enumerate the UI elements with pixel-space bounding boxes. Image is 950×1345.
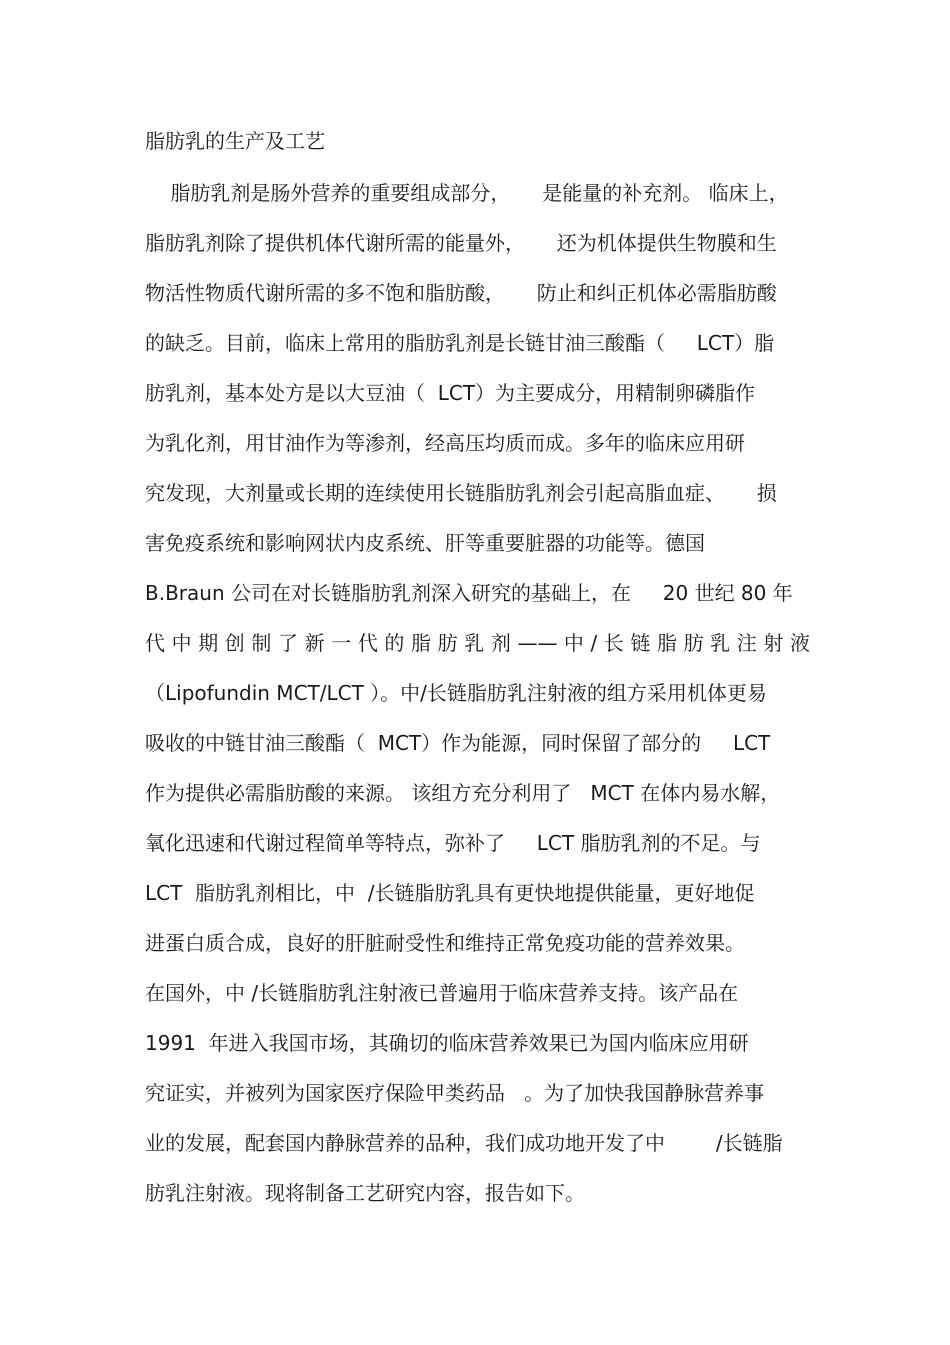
- body-paragraph: [145, 178, 810, 1228]
- text-line: 氧化迅速和代谢过程简单等特点，弥补了 LCT 脂肪乳剂的不足。与: [145, 831, 761, 855]
- text-line: 的缺乏。目前，临床上常用的脂肪乳剂是长链甘油三酸酯（ LCT）脂: [145, 331, 775, 355]
- document-title: 脂肪乳的生产及工艺: [145, 129, 325, 153]
- text-line: 为乳化剂，用甘油作为等渗剂，经高压均质而成。多年的临床应用研: [145, 431, 745, 455]
- text-line: 物活性物质代谢所需的多不饱和脂肪酸， 防止和纠正机体必需脂肪酸: [145, 281, 777, 305]
- text-line: 在国外，中 /长链脂肪乳注射液已普遍用于临床营养支持。该产品在: [145, 981, 739, 1005]
- text-line: 业的发展，配套国内静脉营养的品种，我们成功地开发了中 /长链脂: [145, 1131, 783, 1155]
- text-line: LCT 脂肪乳剂相比，中 /长链脂肪乳具有更快地提供能量，更好地促: [145, 881, 755, 905]
- text-line: 肪乳剂，基本处方是以大豆油（ LCT）为主要成分，用精制卵磷脂作: [145, 381, 756, 405]
- text-line: 吸收的中链甘油三酸酯（ MCT）作为能源，同时保留了部分的 LCT: [145, 731, 771, 755]
- text-line: 肪乳注射液。现将制备工艺研究内容，报告如下。: [145, 1181, 585, 1205]
- text-line: B.Braun 公司在对长链脂肪乳剂深入研究的基础上，在 20 世纪 80 年: [145, 581, 793, 605]
- text-line: 作为提供必需脂肪酸的来源。 该组方充分利用了 MCT 在体内易水解，: [145, 781, 781, 805]
- text-line: 究证实，并被列为国家医疗保险甲类药品 。为了加快我国静脉营养事: [145, 1081, 765, 1105]
- text-line: 进蛋白质合成，良好的肝脏耐受性和维持正常免疫功能的营养效果。: [145, 931, 745, 955]
- text-line: 脂肪乳剂除了提供机体代谢所需的能量外， 还为机体提供生物膜和生: [145, 231, 777, 255]
- text-line: 1991 年进入我国市场，其确切的临床营养效果已为国内临床应用研: [145, 1031, 749, 1055]
- text-line: 脂肪乳剂是肠外营养的重要组成部分， 是能量的补充剂。 临床上，: [145, 181, 789, 205]
- text-line: 害免疫系统和影响网状内皮系统、肝等重要脏器的功能等。德国: [145, 531, 705, 555]
- text-line: 代 中 期 创 制 了 新 一 代 的 脂 肪 乳 剂 —— 中 / 长 链 脂 肪 乳 注 射 液: [145, 631, 810, 655]
- text-line: 究发现，大剂量或长期的连续使用长链脂肪乳剂会引起高脂血症、 损: [145, 481, 777, 505]
- text-line: （Lipofundin MCT/LCT ）。中/长链脂肪乳注射液的组方采用机体更易: [145, 681, 767, 705]
